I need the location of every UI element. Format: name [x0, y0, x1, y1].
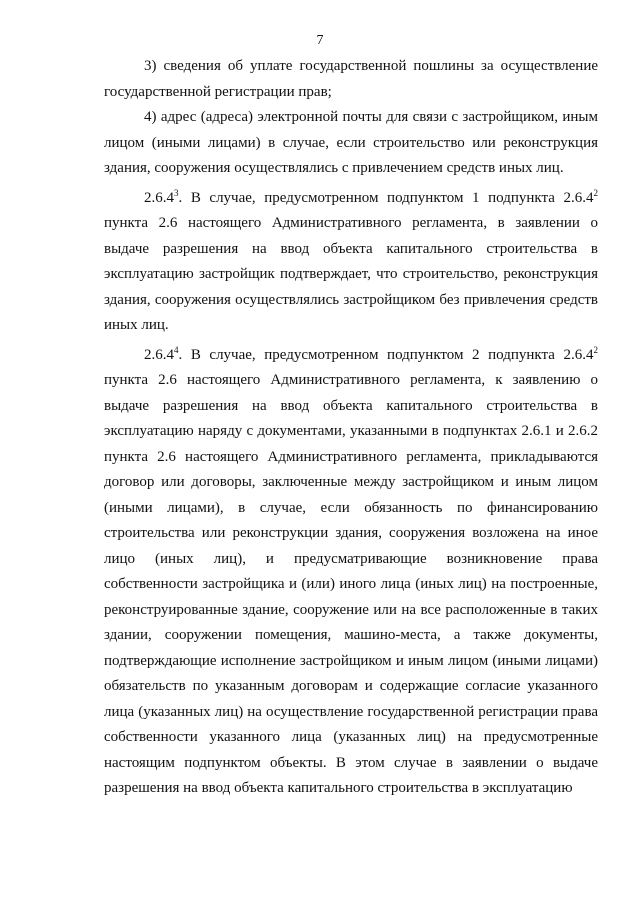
clause-superscript: 4 — [174, 344, 179, 355]
clause-superscript: 3 — [174, 187, 179, 198]
paragraph-2-6-4-4 — [104, 343, 598, 802]
reference-superscript: 2 — [593, 344, 598, 355]
clause-text-part1: . В случае, предусмотренном подпунктом 1 подпункта 2.6.4 — [178, 189, 594, 206]
page-number: 7 — [316, 33, 324, 48]
clause-text-part1: . В случае, предусмотренном подпунктом 2 подпункта 2.6.4 — [178, 346, 594, 363]
document-body — [104, 54, 598, 802]
clause-text-part2: пункта 2.6 настоящего Административного регламента, к заявлению о выдаче разрешения на ввод объекта капитального строительства в эксплуатацию наряду с документами, указанными в подпунктах 2.6.1 и 2.6.2 пункта 2.6 настоящего Административного регламента, прикладываются договор или договоры, заключенные между застройщиком и иным лицом (иными лицами), в случае, если обязанность по финансированию строительства или реконструкции здания, сооружения возложена на иное лицо (иных лиц), и предусматривающие возникновение права собственности застройщика и (или) иного лица (иных лиц) на построенные, реконструированные здание, сооружение или на все расположенные в таких здании, сооружении помещения, машино-места, а также документы, подтверждающие исполнение застройщиком и иным лицом (иными лицами) обязательств по указанным договорам и содержащие согласие указанного лица (указанных лиц) на осуществление государственной регистрации права собственности указанного лица (указанных лиц) на предусмотренные настоящим подпунктом объекты. В этом случае в заявлении о выдаче разрешения на ввод объекта капитального строительства в эксплуатацию — [104, 372, 598, 796]
clause-number: 2.6.4 — [144, 189, 174, 206]
paragraph-fee-info: 3) сведения об уплате государственной пошлины за осуществление государственной регистрации прав; — [104, 58, 598, 100]
clause-number: 2.6.4 — [144, 346, 174, 363]
paragraph-2-6-4-3 — [104, 186, 598, 339]
paragraph-email-address: 4) адрес (адреса) электронной почты для связи с застройщиком, иным лицом (иными лицами) в случае, если строительство или реконструкция здания, сооружения осуществлялись с привлечением средств иных лиц. — [104, 109, 598, 176]
reference-superscript: 2 — [593, 187, 598, 198]
clause-text-part2: пункта 2.6 настоящего Административного регламента, в заявлении о выдаче разрешения на ввод объекта капитального строительства в эксплуатацию застройщик подтверждает, что строительство, реконструкция здания, сооружения осуществлялись застройщиком без привлечения средств иных лиц. — [104, 215, 598, 333]
